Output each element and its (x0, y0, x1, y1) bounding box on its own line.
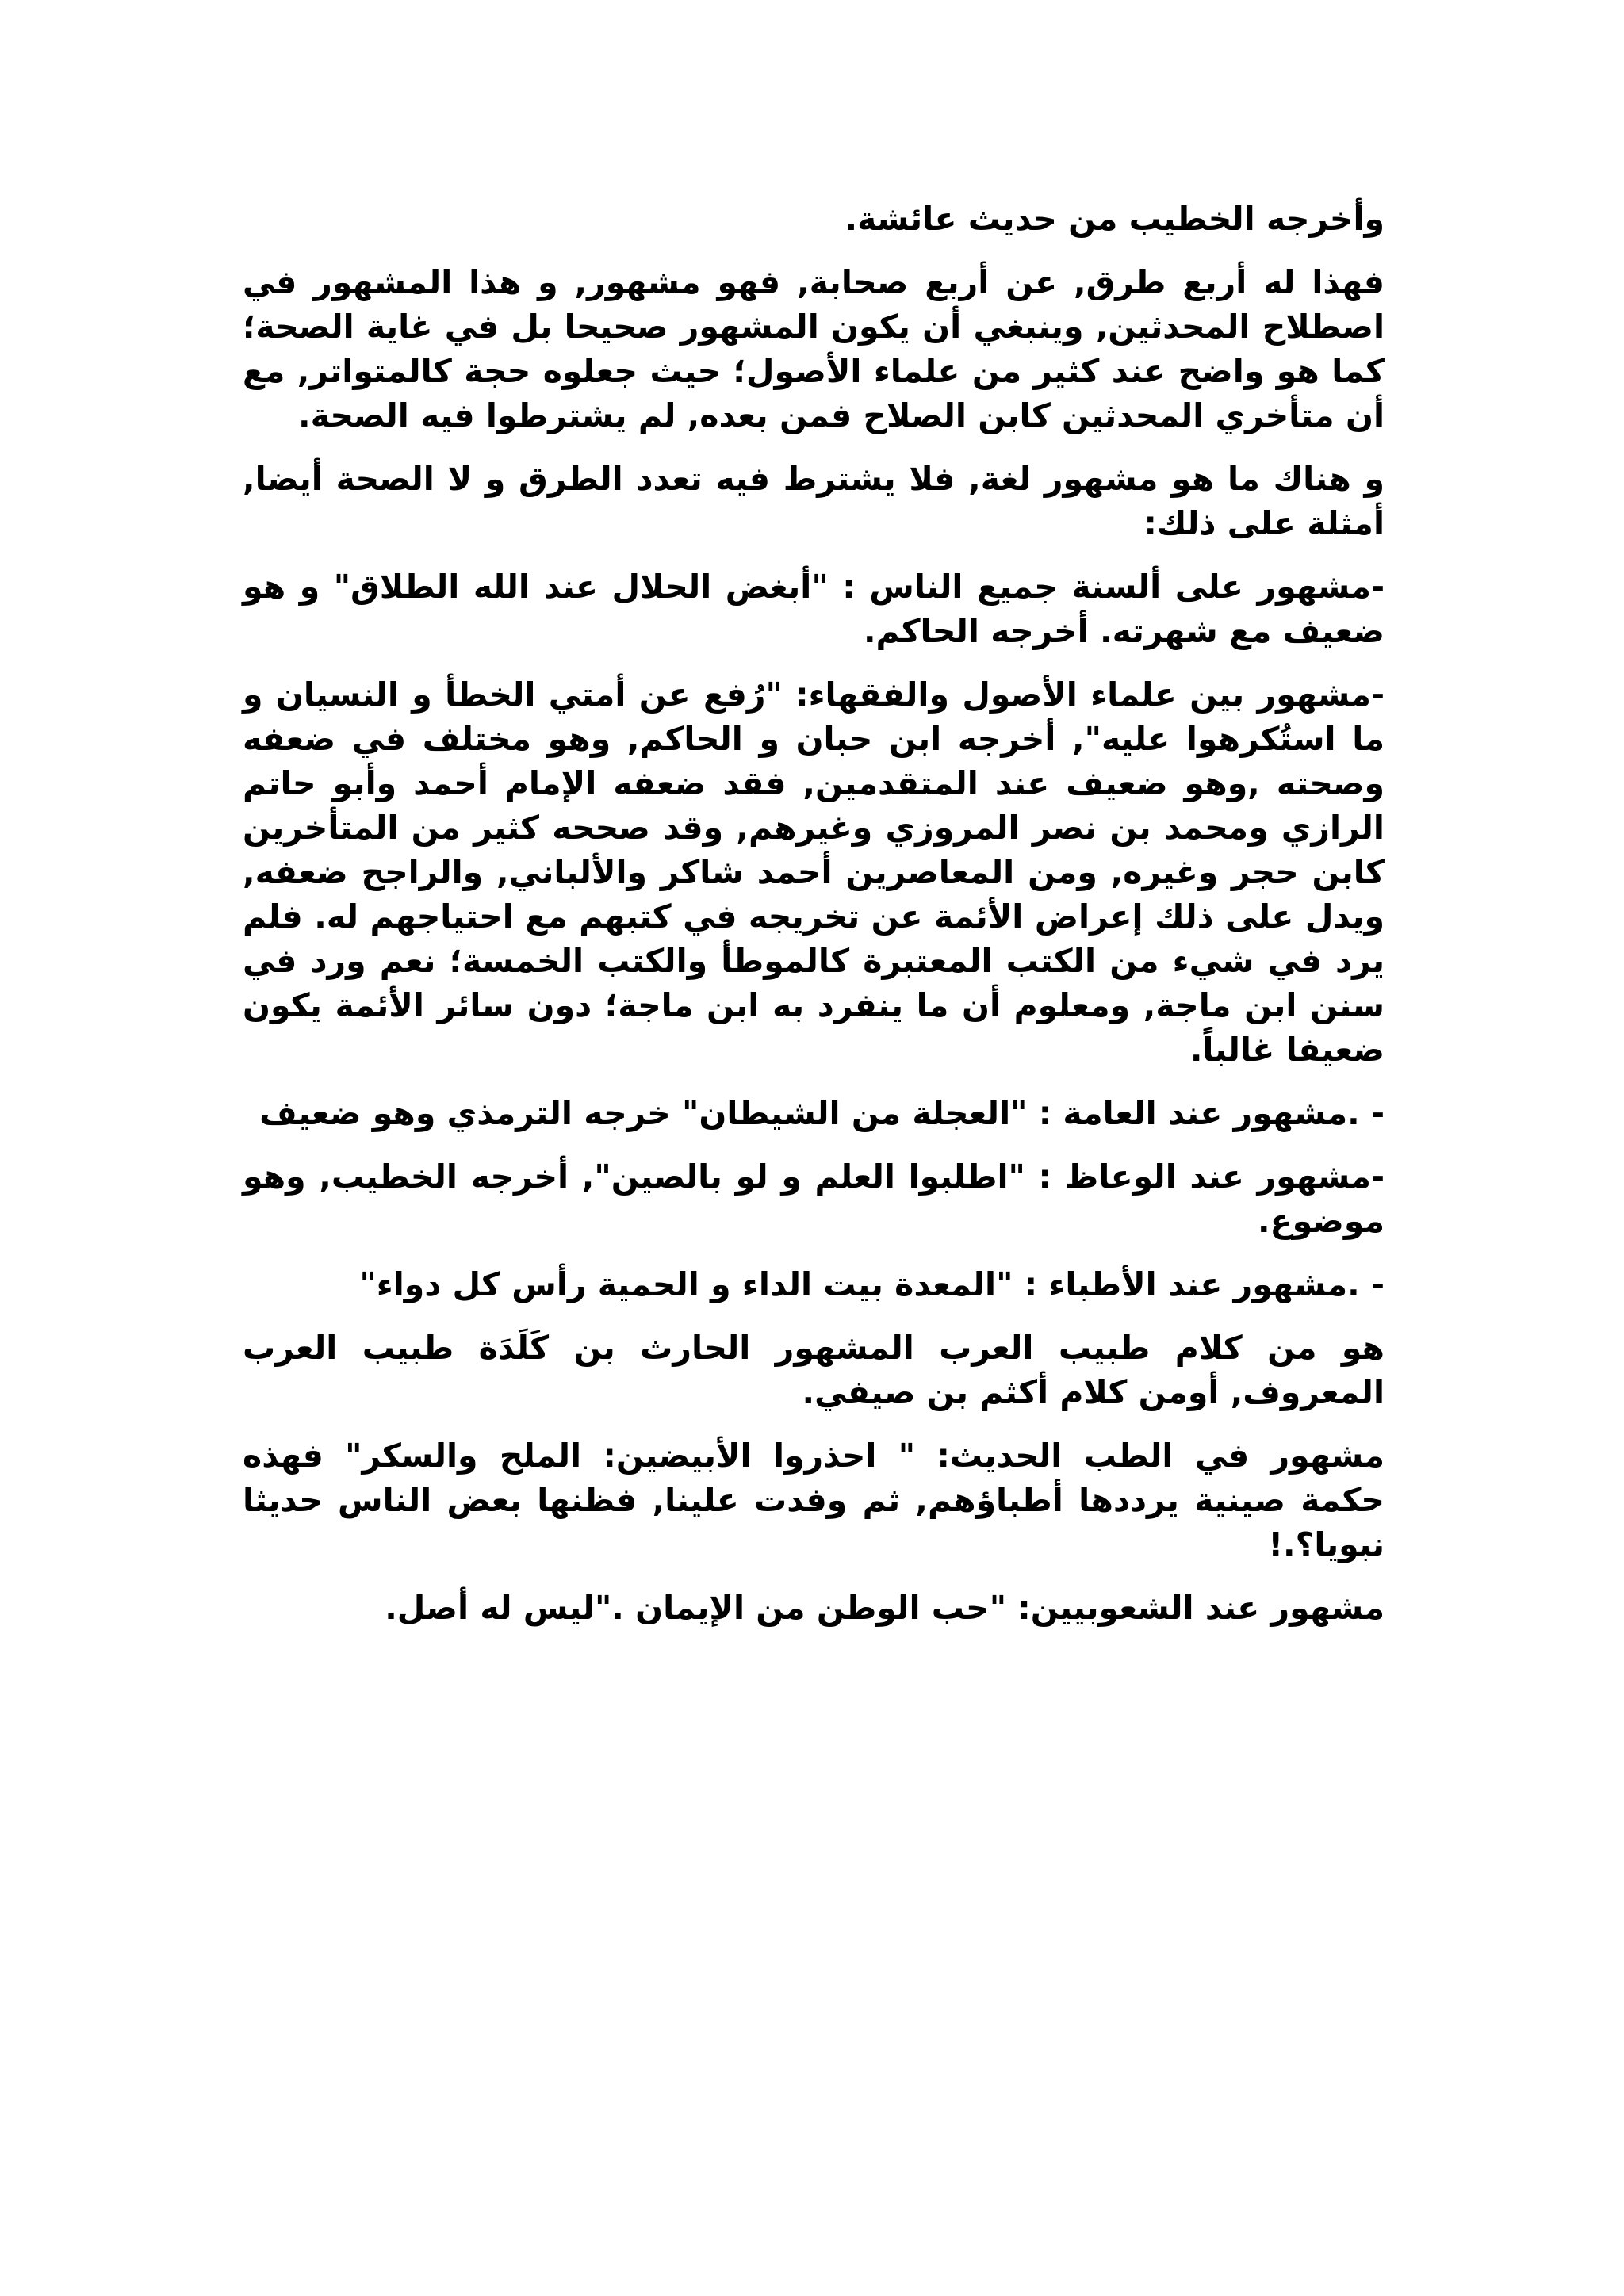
paragraph-example-maida: - .مشهور عند الأطباء : "المعدة بيت الداء و الحمية رأس كل دواء" (359, 1265, 1385, 1303)
paragraph-example-watan: مشهور عند الشعوبيين: "حب الوطن من الإيمان ."ليس له أصل. (385, 1589, 1385, 1627)
paragraph-example-talaq: -مشهور على ألسنة جميع الناس : "أبغض الحلال عند الله الطلاق" و هو ضعيف مع شهرته. أخرجه الحاكم. (243, 568, 1385, 650)
paragraph-linguistic-mashhur: و هناك ما هو مشهور لغة, فلا يشترط فيه تعدد الطرق و لا الصحة أيضا, أمثلة على ذلك: (243, 460, 1385, 542)
paragraph-example-abyadayn: مشهور في الطب الحديث: " احذروا الأبيضين: الملح والسكر" فهذه حكمة صينية يرددها أطباؤهم, ثم وفدت علينا, فظنها بعض الناس حديثا نبويا؟.! (243, 1437, 1385, 1563)
paragraph-harith-kalada: هو من كلام طبيب العرب المشهور الحارث بن كَلَدَة طبيب العرب المعروف, أومن كلام أكثم بن صيفي. (243, 1329, 1385, 1411)
document-body (243, 197, 1385, 1649)
paragraph-mashhur-definition: فهذا له أربع طرق, عن أربع صحابة, فهو مشهور, و هذا المشهور في اصطلاح المحدثين, وينبغي أن يكون المشهور صحيحا بل في غاية الصحة؛ كما هو واضح عند كثير من علماء الأصول؛ حيث جعلوه حجة كالمتواتر, مع أن متأخري المحدثين كابن الصلاح فمن بعده, لم يشترطوا فيه الصحة. (243, 263, 1385, 434)
paragraph-example-ajala: - .مشهور عند العامة : "العجلة من الشيطان" خرجه الترمذي وهو ضعيف (259, 1094, 1385, 1132)
paragraph-khatib-source: وأخرجه الخطيب من حديث عائشة. (845, 200, 1385, 238)
paragraph-example-sin: -مشهور عند الوعاظ : "اطلبوا العلم و لو بالصين", أخرجه الخطيب, وهو موضوع. (243, 1158, 1385, 1240)
paragraph-example-khata-nisyan: -مشهور بين علماء الأصول والفقهاء: "رُفع عن أمتي الخطأ و النسيان و ما استُكرهوا عليه", أخرجه ابن حبان و الحاكم, وهو مختلف في ضعفه وصحته ,وهو ضعيف عند المتقدمين, فقد ضعفه الإمام أحمد وأبو حاتم الرازي ومحمد بن نصر المروزي وغيرهم, وقد صححه كثير من المتأخرين كابن حجر وغيره, ومن المعاصرين أحمد شاكر والألباني, والراجح ضعفه, ويدل على ذلك إعراض الأئمة عن تخريجه في كتبهم مع احتياجهم له. فلم يرد في شيء من الكتب المعتبرة كالموطأ والكتب الخمسة؛ نعم ورد في سنن ابن ماجة, ومعلوم أن ما ينفرد به ابن ماجة؛ دون سائر الأئمة يكون ضعيفا غالباً. (243, 675, 1385, 1069)
